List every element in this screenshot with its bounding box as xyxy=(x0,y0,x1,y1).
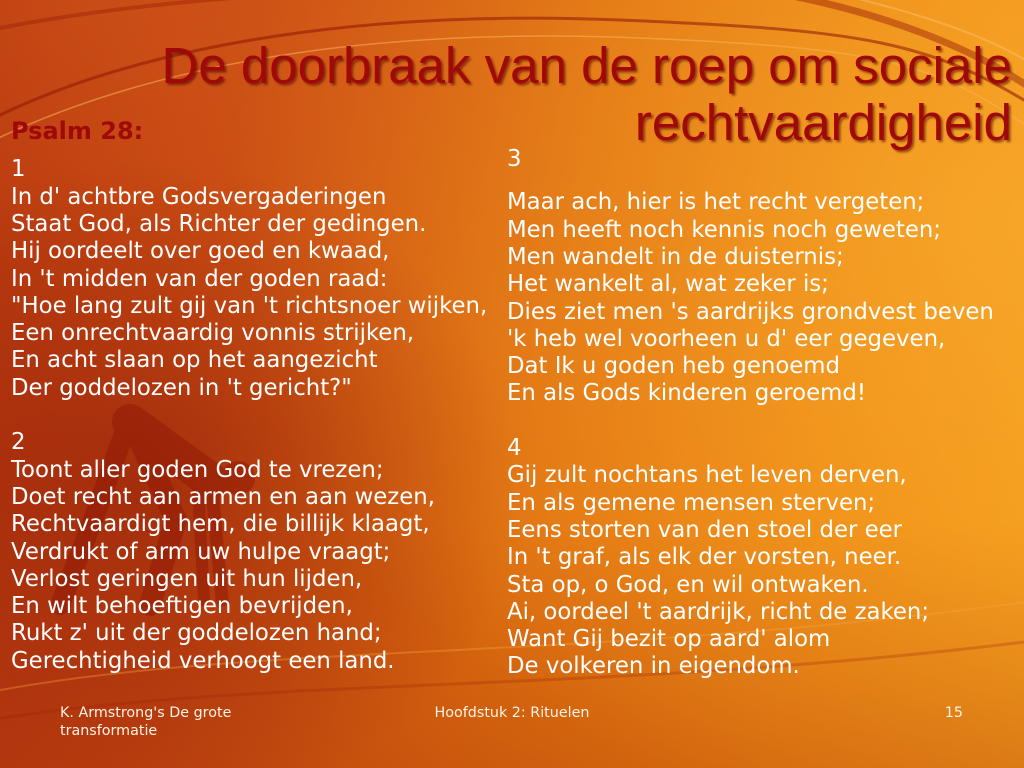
verse-line: Gerechtigheid verhoogt een land. xyxy=(11,647,395,674)
stanza-number: 2 xyxy=(11,429,26,456)
verse-line: Ai, oordeel 't aardrijk, richt de zaken; xyxy=(507,598,930,625)
verse-line: Dat Ik u goden heb genoemd xyxy=(507,353,840,380)
verse-line: Der goddelozen in 't gericht?" xyxy=(11,374,352,401)
verse-line: In 't midden van der goden raad: xyxy=(11,265,388,292)
psalm-right-column xyxy=(507,146,994,680)
verse-line: Maar ach, hier is het recht vergeten; xyxy=(507,189,925,216)
verse-line: Een onrechtvaardig vonnis strijken, xyxy=(11,320,415,347)
verse-line: Rechtvaardigt hem, die billijk klaagt, xyxy=(11,511,430,538)
verse-line: Rukt z' uit der goddelozen hand; xyxy=(11,620,382,647)
verse-line: Doet recht aan armen en aan wezen, xyxy=(11,483,435,510)
verse-line: In d' achtbre Godsvergaderingen xyxy=(11,183,387,210)
verse-line: En wilt behoeftigen bevrijden, xyxy=(11,593,353,620)
verse-line: 'k heb wel voorheen u d' eer gegeven, xyxy=(507,325,946,352)
verse-line: Dies ziet men 's aardrijks grondvest beven xyxy=(507,298,994,325)
verse-line: Men heeft noch kennis noch geweten; xyxy=(507,216,941,243)
stanza-1 xyxy=(11,156,487,402)
footer-chapter: Hoofdstuk 2: Rituelen xyxy=(434,705,590,721)
slide-title: De doorbraak van de roep om sociale rechtvaardigheid xyxy=(161,37,1012,151)
verse-line: Staat God, als Richter der gedingen. xyxy=(11,210,427,237)
verse-line: Eens storten van den stoel der eer xyxy=(507,516,903,543)
stanza-3 xyxy=(507,146,994,407)
verse-line: En acht slaan op het aangezicht xyxy=(11,347,378,374)
verse-line: De volkeren in eigendom. xyxy=(507,653,800,680)
verse-line: In 't graf, als elk der vorsten, neer. xyxy=(507,544,902,571)
verse-line: Men wandelt in de duisternis; xyxy=(507,243,844,270)
verse-line: Verdrukt of arm uw hulpe vraagt; xyxy=(11,538,391,565)
stanza-number: 4 xyxy=(507,435,522,462)
stanza-2 xyxy=(11,429,487,675)
verse-line: Hij oordeelt over goed en kwaad, xyxy=(11,238,390,265)
slide-number: 15 xyxy=(944,705,963,721)
verse-line: Sta op, o God, en wil ontwaken. xyxy=(507,571,869,598)
psalm-heading: Psalm 28: xyxy=(11,117,144,145)
stanza-4 xyxy=(507,435,994,681)
stanza-number: 1 xyxy=(11,156,26,183)
footer-source: K. Armstrong's De grote transformatie xyxy=(60,705,232,739)
verse-line: Gij zult nochtans het leven derven, xyxy=(507,462,907,489)
psalm-left-column xyxy=(11,156,487,675)
verse-line: Het wankelt al, wat zeker is; xyxy=(507,271,829,298)
swoosh-line xyxy=(0,0,330,30)
verse-line: "Hoe lang zult gij van 't richtsnoer wijken, xyxy=(11,292,488,319)
verse-line: Want Gij bezit op aard' alom xyxy=(507,626,831,653)
verse-line: Toont aller goden God te vrezen; xyxy=(11,456,384,483)
verse-line: En als gemene mensen sterven; xyxy=(507,489,876,516)
verse-line: Verlost geringen uit hun lijden, xyxy=(11,565,363,592)
verse-line: En als Gods kinderen geroemd! xyxy=(507,380,866,407)
stanza-number: 3 xyxy=(507,146,522,173)
